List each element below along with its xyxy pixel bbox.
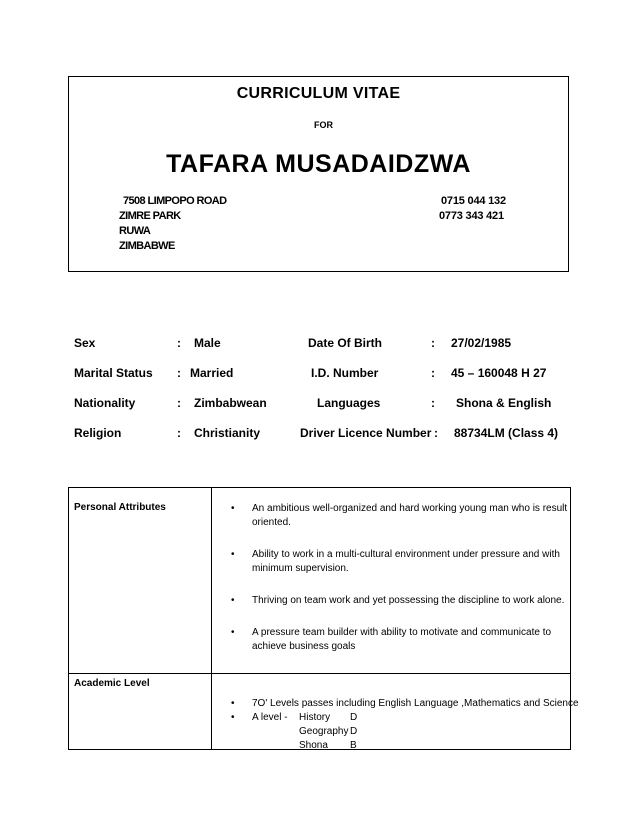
a-level-label [252,711,299,725]
address-line: RUWA [119,225,151,237]
grade-row [231,725,571,739]
grade-row [231,739,571,753]
detail-label: Date Of Birth [308,336,383,350]
phone-block [439,194,506,224]
detail-label: Nationality [74,396,136,410]
document-title: CURRICULUM VITAE [236,85,401,102]
address-line: ZIMRE PARK [119,210,181,222]
address-line: 7508 LIMPOPO ROAD [123,195,227,207]
subject-name: History [299,712,331,723]
detail-separator: : [177,396,181,410]
detail-value: Shona & English [456,396,552,410]
list-item [231,697,579,711]
list-item [231,594,571,608]
list-item [231,626,572,654]
address-line: ZIMBABWE [119,240,175,252]
header-box [68,76,569,272]
list-item [231,711,571,725]
detail-value: Married [190,366,234,380]
phone-number: 0773 343 421 [439,210,504,222]
grade-row [252,711,571,725]
detail-separator: : [177,426,181,440]
subject-grade: D [350,712,358,723]
personal-attributes-list [231,502,571,672]
detail-value: 88734LM (Class 4) [454,426,559,440]
table-column-divider [211,488,212,749]
detail-label: Religion [74,426,122,440]
list-item-text: A pressure team builder with ability to motivate and communicate to achieve business goals [252,627,552,652]
detail-value: 45 – 160048 H 27 [451,366,547,380]
detail-label: Driver Licence Number [300,426,432,440]
detail-label: Marital Status [74,366,153,380]
bullet-icon: • [231,712,235,723]
detail-label: I.D. Number [311,366,379,380]
phone-number: 0715 044 132 [441,195,506,207]
detail-separator: : [431,336,435,350]
detail-separator: : [177,366,181,380]
detail-label: Languages [317,396,381,410]
detail-value: Zimbabwean [194,396,267,410]
bullet-icon: • [231,503,235,514]
grade-row-content [252,725,571,739]
attributes-table [68,487,579,751]
detail-label: Sex [74,336,96,350]
academic-level-list [231,697,579,753]
list-item [231,502,570,530]
detail-separator: : [431,396,435,410]
bullet-icon: • [231,549,235,560]
personal-attributes-label: Personal Attributes [74,502,166,513]
detail-separator: : [434,426,438,440]
address-block [119,194,227,254]
list-item-text: 7O' Levels passes including English Language ,Mathematics and Science [252,698,579,709]
detail-value: 27/02/1985 [451,336,512,350]
a-level-dash: - [284,712,288,723]
list-item [231,548,562,576]
subject-grade: D [350,726,358,737]
detail-separator: : [431,366,435,380]
candidate-name: TAFARA MUSADAIDZWA [166,150,471,178]
bullet-icon: • [231,595,235,606]
list-item-text: An ambitious well-organized and hard working young man who is result oriented. [252,503,568,528]
subject-name: Shona [299,740,328,751]
subject-grade: B [350,740,357,751]
detail-separator: : [177,336,181,350]
bullet-icon: • [231,698,235,709]
subject-name: Geography [299,726,349,737]
detail-value: Christianity [194,426,261,440]
academic-level-label: Academic Level [74,678,150,689]
list-item-text: Ability to work in a multi-cultural environment under pressure and with minimum supervision. [252,549,560,574]
table-row-divider [69,673,570,674]
grade-row-content [252,739,571,753]
list-item-text: Thriving on team work and yet possessing the discipline to work alone. [252,595,565,606]
for-label: FOR [314,120,333,130]
bullet-icon: • [231,627,235,638]
a-level-text: A level [252,712,282,723]
detail-value: Male [194,336,221,350]
